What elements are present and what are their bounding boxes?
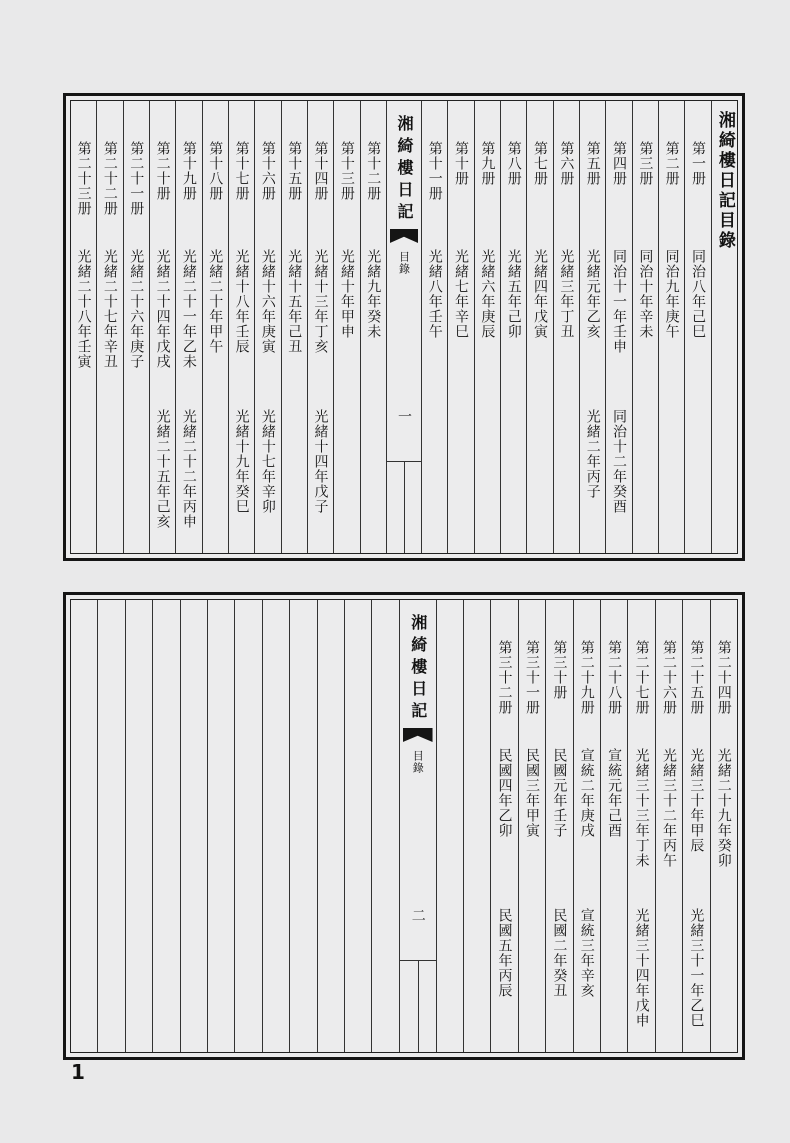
toc-page-1 bbox=[63, 93, 745, 561]
volume-label: 第十九册 bbox=[180, 141, 197, 201]
date-secondary: 宣統三年辛亥 bbox=[578, 908, 595, 998]
volume-label: 第二十二册 bbox=[101, 141, 118, 216]
toc-entry-column bbox=[289, 600, 316, 1052]
volume-label: 第十八册 bbox=[207, 141, 224, 201]
toc-entry-column bbox=[474, 101, 500, 553]
toc-title: 湘綺樓日記目錄 bbox=[714, 111, 735, 251]
toc-entry-column bbox=[149, 101, 175, 553]
page-2-frame bbox=[70, 599, 738, 1053]
date-secondary: 光緒十四年戊子 bbox=[312, 409, 329, 514]
toc-entry-column bbox=[573, 600, 600, 1052]
volume-label: 第九册 bbox=[479, 141, 496, 186]
date-primary: 光緒五年己卯 bbox=[505, 249, 522, 339]
date-primary: 光緒二十一年乙未 bbox=[180, 249, 197, 369]
volume-label: 第二十五册 bbox=[688, 640, 705, 715]
toc-entry-column bbox=[684, 101, 710, 553]
volume-label: 第十六册 bbox=[259, 141, 276, 201]
date-secondary: 光緒二十二年丙申 bbox=[180, 409, 197, 529]
toc-entry-column bbox=[307, 101, 333, 553]
date-secondary: 光緒二十五年己亥 bbox=[154, 409, 171, 529]
toc-entry-column bbox=[447, 101, 473, 553]
date-primary: 宣統二年庚戌 bbox=[578, 748, 595, 838]
volume-label: 第二十一册 bbox=[128, 141, 145, 216]
volume-label: 第三十册 bbox=[551, 640, 568, 700]
page-1-columns bbox=[71, 101, 737, 553]
toc-entry-column bbox=[605, 101, 631, 553]
toc-entry-column bbox=[152, 600, 179, 1052]
toc-entry-column bbox=[71, 101, 96, 553]
toc-entry-column bbox=[526, 101, 552, 553]
toc-entry-column bbox=[71, 600, 97, 1052]
date-primary: 光緒十三年丁亥 bbox=[312, 249, 329, 354]
date-primary: 同治八年己巳 bbox=[690, 249, 706, 339]
center-label: 目錄 bbox=[411, 750, 425, 774]
date-primary: 光緒八年壬午 bbox=[426, 249, 443, 339]
toc-entry-column bbox=[207, 600, 234, 1052]
volume-label: 第七册 bbox=[532, 141, 549, 186]
center-split bbox=[404, 461, 405, 553]
date-primary: 光緒十六年庚寅 bbox=[259, 249, 276, 354]
toc-entry-column bbox=[333, 101, 359, 553]
fishtail-mark bbox=[390, 229, 418, 243]
volume-label: 第十册 bbox=[453, 141, 470, 186]
center-fold-column bbox=[386, 101, 421, 553]
toc-entry-column bbox=[254, 101, 280, 553]
toc-entry-column bbox=[632, 101, 658, 553]
date-secondary: 光緒二年丙子 bbox=[584, 409, 601, 499]
toc-entry-column bbox=[175, 101, 201, 553]
center-title: 湘綺樓日記 bbox=[408, 614, 428, 724]
volume-label: 第二十册 bbox=[154, 141, 171, 201]
toc-entry-column bbox=[658, 101, 684, 553]
date-secondary: 光緒十九年癸巳 bbox=[233, 409, 250, 514]
center-fold-column bbox=[399, 600, 436, 1052]
date-primary: 同治十一年壬申 bbox=[611, 249, 628, 354]
volume-label: 第六册 bbox=[558, 141, 575, 186]
date-primary: 光緒二十六年庚子 bbox=[128, 249, 145, 369]
volume-label: 第二十四册 bbox=[715, 640, 732, 715]
date-primary: 光緒十五年己丑 bbox=[286, 249, 303, 354]
date-primary: 光緒二十四年戊戌 bbox=[154, 249, 171, 369]
date-primary: 民國元年壬子 bbox=[551, 748, 568, 838]
center-split bbox=[418, 960, 419, 1052]
toc-entry-column bbox=[202, 101, 228, 553]
volume-label: 第三十二册 bbox=[496, 640, 513, 715]
volume-label: 第十三册 bbox=[338, 141, 355, 201]
date-primary: 宣統元年己酉 bbox=[606, 748, 623, 838]
toc-entry-column bbox=[490, 600, 517, 1052]
center-title: 湘綺樓日記 bbox=[394, 115, 414, 225]
page-marker: 一 bbox=[395, 409, 412, 424]
volume-label: 第二十六册 bbox=[660, 640, 677, 715]
date-primary: 光緒二十八年壬寅 bbox=[75, 249, 92, 369]
volume-label: 第十一册 bbox=[426, 141, 443, 201]
date-primary: 光緒十八年壬辰 bbox=[233, 249, 250, 354]
date-secondary: 民國二年癸丑 bbox=[551, 908, 568, 998]
date-primary: 光緒十年甲申 bbox=[338, 249, 355, 339]
toc-entry-column bbox=[421, 101, 447, 553]
date-primary: 光緒四年戊寅 bbox=[532, 249, 549, 339]
toc-entry-column bbox=[682, 600, 709, 1052]
toc-entry-column bbox=[500, 101, 526, 553]
date-secondary: 光緒三十四年戊申 bbox=[633, 908, 650, 1028]
volume-label: 第十二册 bbox=[365, 141, 382, 201]
toc-entry-column bbox=[96, 101, 122, 553]
date-primary: 光緒三十年甲辰 bbox=[688, 748, 705, 853]
volume-label: 第二册 bbox=[663, 141, 680, 186]
page-2-columns bbox=[71, 600, 737, 1052]
toc-entry-column bbox=[281, 101, 307, 553]
date-primary: 光緒二十年甲午 bbox=[207, 249, 224, 354]
page-marker: 二 bbox=[409, 908, 426, 923]
date-primary: 光緒元年乙亥 bbox=[584, 249, 601, 339]
page-number: 1 bbox=[71, 1060, 85, 1084]
date-primary: 光緒二十七年辛丑 bbox=[101, 249, 118, 369]
date-primary: 光緒三十二年丙午 bbox=[660, 748, 677, 868]
date-primary: 光緒二十九年癸卯 bbox=[715, 748, 732, 868]
toc-entry-column bbox=[360, 101, 386, 553]
fishtail-mark bbox=[403, 728, 433, 742]
date-primary: 同治九年庚午 bbox=[663, 249, 680, 339]
date-primary: 光緒三十三年丁未 bbox=[633, 748, 650, 868]
date-secondary: 民國五年丙辰 bbox=[496, 908, 513, 998]
date-primary: 民國三年甲寅 bbox=[523, 748, 540, 838]
toc-entry-column bbox=[317, 600, 344, 1052]
volume-label: 第五册 bbox=[584, 141, 601, 186]
toc-title-column bbox=[711, 101, 737, 553]
volume-label: 第三册 bbox=[637, 141, 654, 186]
toc-entry-column bbox=[579, 101, 605, 553]
center-label: 目錄 bbox=[397, 251, 411, 275]
volume-label: 第二十八册 bbox=[606, 640, 623, 715]
toc-entry-column bbox=[463, 600, 490, 1052]
volume-label: 第十七册 bbox=[233, 141, 250, 201]
toc-entry-column bbox=[553, 101, 579, 553]
page-1-frame bbox=[70, 100, 738, 554]
toc-entry-column bbox=[600, 600, 627, 1052]
volume-label: 第四册 bbox=[611, 141, 628, 186]
date-secondary: 光緒三十一年乙巳 bbox=[688, 908, 705, 1028]
volume-label: 第一册 bbox=[690, 141, 706, 186]
date-primary: 光緒三年丁丑 bbox=[558, 249, 575, 339]
date-secondary: 同治十二年癸酉 bbox=[611, 409, 628, 514]
toc-entry-column bbox=[262, 600, 289, 1052]
date-primary: 光緒九年癸未 bbox=[365, 249, 382, 339]
toc-entry-column bbox=[655, 600, 682, 1052]
toc-entry-column bbox=[97, 600, 124, 1052]
volume-label: 第二十三册 bbox=[75, 141, 92, 216]
toc-entry-column bbox=[344, 600, 371, 1052]
toc-page-2 bbox=[63, 592, 745, 1060]
volume-label: 第二十九册 bbox=[578, 640, 595, 715]
toc-entry-column bbox=[180, 600, 207, 1052]
date-primary: 同治十年辛未 bbox=[637, 249, 654, 339]
toc-entry-column bbox=[518, 600, 545, 1052]
date-primary: 民國四年乙卯 bbox=[496, 748, 513, 838]
toc-entry-column bbox=[545, 600, 572, 1052]
volume-label: 第三十一册 bbox=[523, 640, 540, 715]
toc-entry-column bbox=[710, 600, 737, 1052]
volume-label: 第十五册 bbox=[286, 141, 303, 201]
toc-entry-column bbox=[234, 600, 261, 1052]
toc-entry-column bbox=[436, 600, 463, 1052]
toc-entry-column bbox=[123, 101, 149, 553]
volume-label: 第十四册 bbox=[312, 141, 329, 201]
toc-entry-column bbox=[627, 600, 654, 1052]
toc-entry-column bbox=[228, 101, 254, 553]
date-primary: 光緒六年庚辰 bbox=[479, 249, 496, 339]
date-primary: 光緒七年辛巳 bbox=[453, 249, 470, 339]
toc-entry-column bbox=[371, 600, 398, 1052]
volume-label: 第八册 bbox=[505, 141, 522, 186]
date-secondary: 光緒十七年辛卯 bbox=[259, 409, 276, 514]
toc-entry-column bbox=[125, 600, 152, 1052]
volume-label: 第二十七册 bbox=[633, 640, 650, 715]
